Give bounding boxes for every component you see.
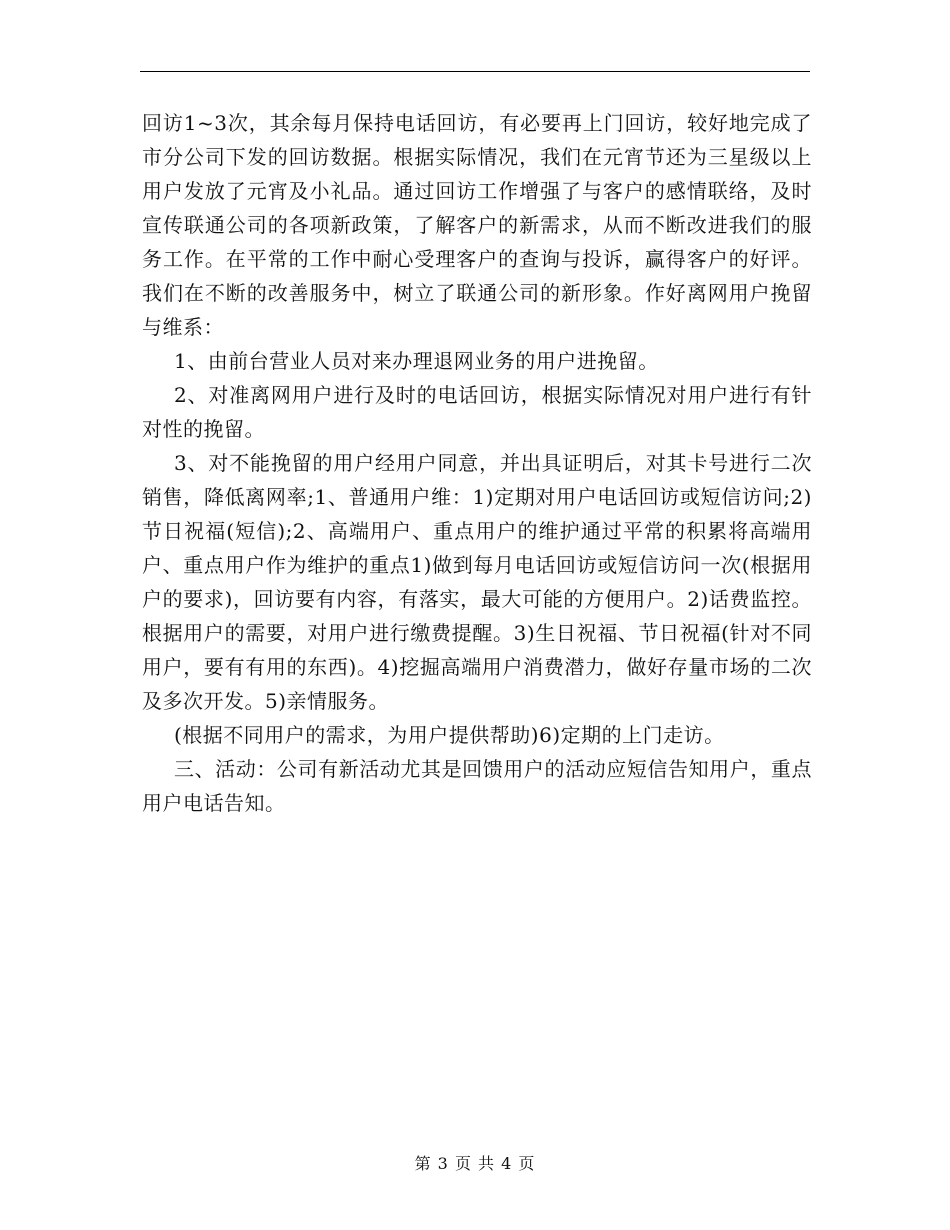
paragraph-1: 回访1~3次，其余每月保持电话回访，有必要再上门回访，较好地完成了市分公司下发的回访数据。根据实际情况，我们在元宵节还为三星级以上用户发放了元宵及小礼品。通过回访工作增强了与客户的感情联络，及时宣传联通公司的各项新政策，了解客户的新需求，从而不断改进我们的服务工作。在平常的工作中耐心受理客户的查询与投诉，赢得客户的好评。我们在不断的改善服务中，树立了联通公司的新形象。作好离网用户挽留与维系：	[142, 111, 812, 339]
paragraph-5: (根据不同用户的需求，为用户提供帮助)6)定期的上门走访。	[174, 723, 725, 747]
header-rule	[140, 71, 810, 72]
page-number-footer: 第 3 页 共 4 页	[414, 1154, 536, 1173]
paragraph-2: 1、由前台营业人员对来办理退网业务的用户进挽留。	[174, 349, 659, 373]
document-body	[142, 106, 812, 820]
paragraph-3: 2、对准离网用户进行及时的电话回访，根据实际情况对用户进行有针对性的挽留。	[142, 383, 812, 441]
paragraph-6: 三、活动：公司有新活动尤其是回馈用户的活动应短信告知用户，重点用户电话告知。	[142, 757, 812, 815]
paragraph-4: 3、对不能挽留的用户经用户同意，并出具证明后，对其卡号进行二次销售，降低离网率;1、普通用户维：1)定期对用户电话回访或短信访问;2)节日祝福(短信);2、高端用户、重点用户的维护通过平常的积累将高端用户、重点用户作为维护的重点1)做到每月电话回访或短信访问一次(根据用户的要求)，回访要有内容，有落实，最大可能的方便用户。2)话费监控。根据用户的需要，对用户进行缴费提醒。3)生日祝福、节日祝福(针对不同用户，要有有用的东西)。4)挖掘高端用户消费潜力，做好存量市场的二次及多次开发。5)亲情服务。	[142, 451, 812, 713]
